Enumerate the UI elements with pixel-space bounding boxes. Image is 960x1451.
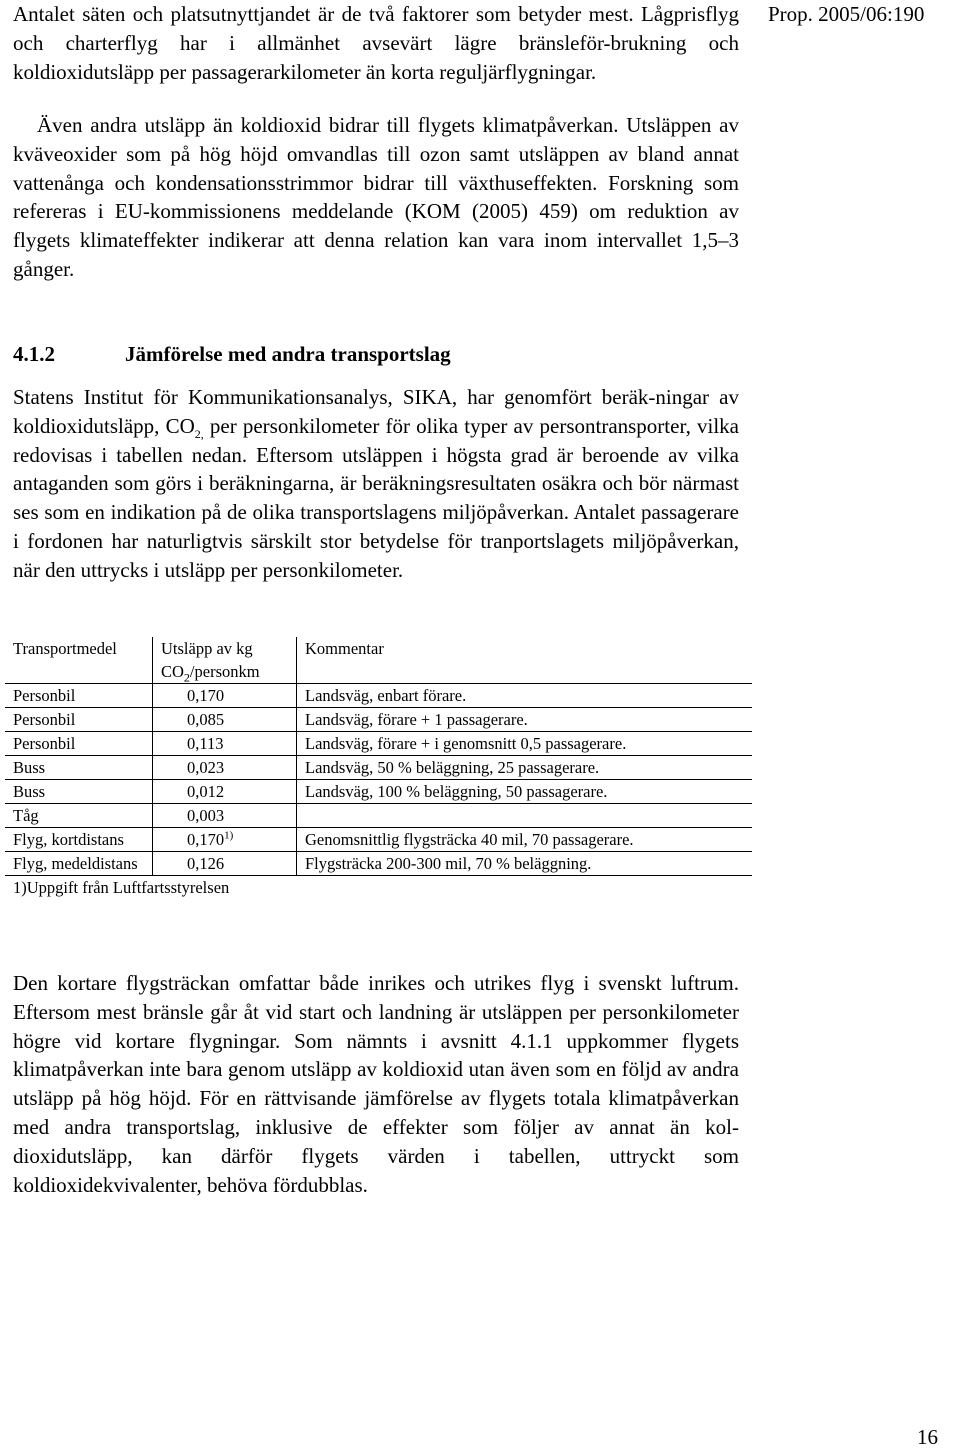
section-number: 4.1.2	[13, 342, 55, 366]
table-row: Flyg, kortdistans 0,170$^{1)}$ Genomsnittlig flygsträcka 40 mil, 70 passagerare.	[5, 828, 752, 852]
table-footnote-row	[5, 876, 752, 900]
section-heading	[13, 340, 451, 368]
header-transport-mode: Transportmedel	[5, 637, 153, 684]
table-row: Buss 0,012 Landsväg, 100 % beläggning, 50 passagerare.	[5, 780, 752, 804]
proposition-reference: Prop. 2005/06:190	[768, 2, 925, 26]
table-row: Tåg 0,003	[5, 804, 752, 828]
header-comment: Kommentar	[297, 637, 753, 684]
table-row: Personbil 0,085 Landsväg, förare + 1 passagerare.	[5, 708, 752, 732]
table-row: Personbil 0,113 Landsväg, förare + i genomsnitt 0,5 passagerare.	[5, 732, 752, 756]
paragraph-short-flights: Den kortare flygsträckan omfattar både inrikes och utrikes flyg i svenskt luftrum. Eftersom mest bränsle går åt vid start och landning är utsläppen per personkilometer högre vid kortare flygningar. Som nämnts i avsnitt 4.1.1 uppkommer flygets klimatpåverkan inte bara genom utsläpp av koldioxid utan även som en följd av andra utsläpp på hög höjd. För en rättvisande jämförelse av flygets totala klimatpåverkan med andra transportslag, inklusive de effekter som följer av annat än kol-dioxidutsläpp, kan därför flygets värden i tabellen, uttryckt som koldioxidekvivalenter, behöva fördubblas.	[13, 971, 739, 1197]
co2-subscript: 2,	[194, 426, 204, 441]
table-row: Personbil 0,170 Landsväg, enbart förare.	[5, 684, 752, 708]
table-header-row	[5, 637, 752, 684]
footnote-marker: 1)	[224, 829, 234, 842]
paragraph-other-emissions: Även andra utsläpp än koldioxid bidrar till flygets klimatpåverkan. Utsläppen av kväveoxider som på hög höjd omvandlas till ozon samt utsläppen av bland annat vattenånga och kondensationsstrimmor bidrar till växthuseffekten. Forskning som refereras i EU-kommissionens meddelande (KOM (2005) 459) om reduktion av flygets klimateffekter indikerar att denna relation kan vara inom intervallet 1,5–3 gånger.	[13, 113, 739, 281]
section-title: Jämförelse med andra transportslag	[125, 342, 451, 366]
paragraph-seats-utilization: Antalet säten och platsutnyttjandet är de två faktorer som betyder mest. Lågprisflyg och charterflyg har i allmänhet avsevärt lägre bränsleför-brukning och koldioxidutsläpp per passagerarkilometer än korta reguljärflygningar.	[13, 2, 739, 84]
table-row: Flyg, medeldistans 0,126 Flygsträcka 200-300 mil, 70 % beläggning.	[5, 852, 752, 876]
emissions-table	[5, 637, 752, 899]
paragraph-sika-calculations: Statens Institut för Kommunikationsanalys, SIKA, har genomfört beräk-ningar av koldioxidutsläpp, $CO_{2,}$ per personkilometer för olika typer av persontransporter, vilka redovisas i tabellen nedan. Eftersom utsläppen i högsta grad är beroende av vilka antaganden som görs i beräkningarna, är beräkningsresultaten osäkra och bör närmast ses som en indikation på de olika transportslagens miljöpåverkan. Antalet passagerare i fordonen har naturligtvis särskilt stor betydelse för tranportslagets miljöpåverkan, när den uttrycks i utsläpp per personkilometer.	[13, 385, 739, 582]
table-footnote: 1)Uppgift från Luftfartsstyrelsen	[13, 878, 230, 897]
page-number: 16	[917, 1425, 938, 1449]
table-row: Buss 0,023 Landsväg, 50 % beläggning, 25 passagerare.	[5, 756, 752, 780]
header-emissions: Utsläpp av kg $CO_2$/personkm	[153, 637, 297, 684]
